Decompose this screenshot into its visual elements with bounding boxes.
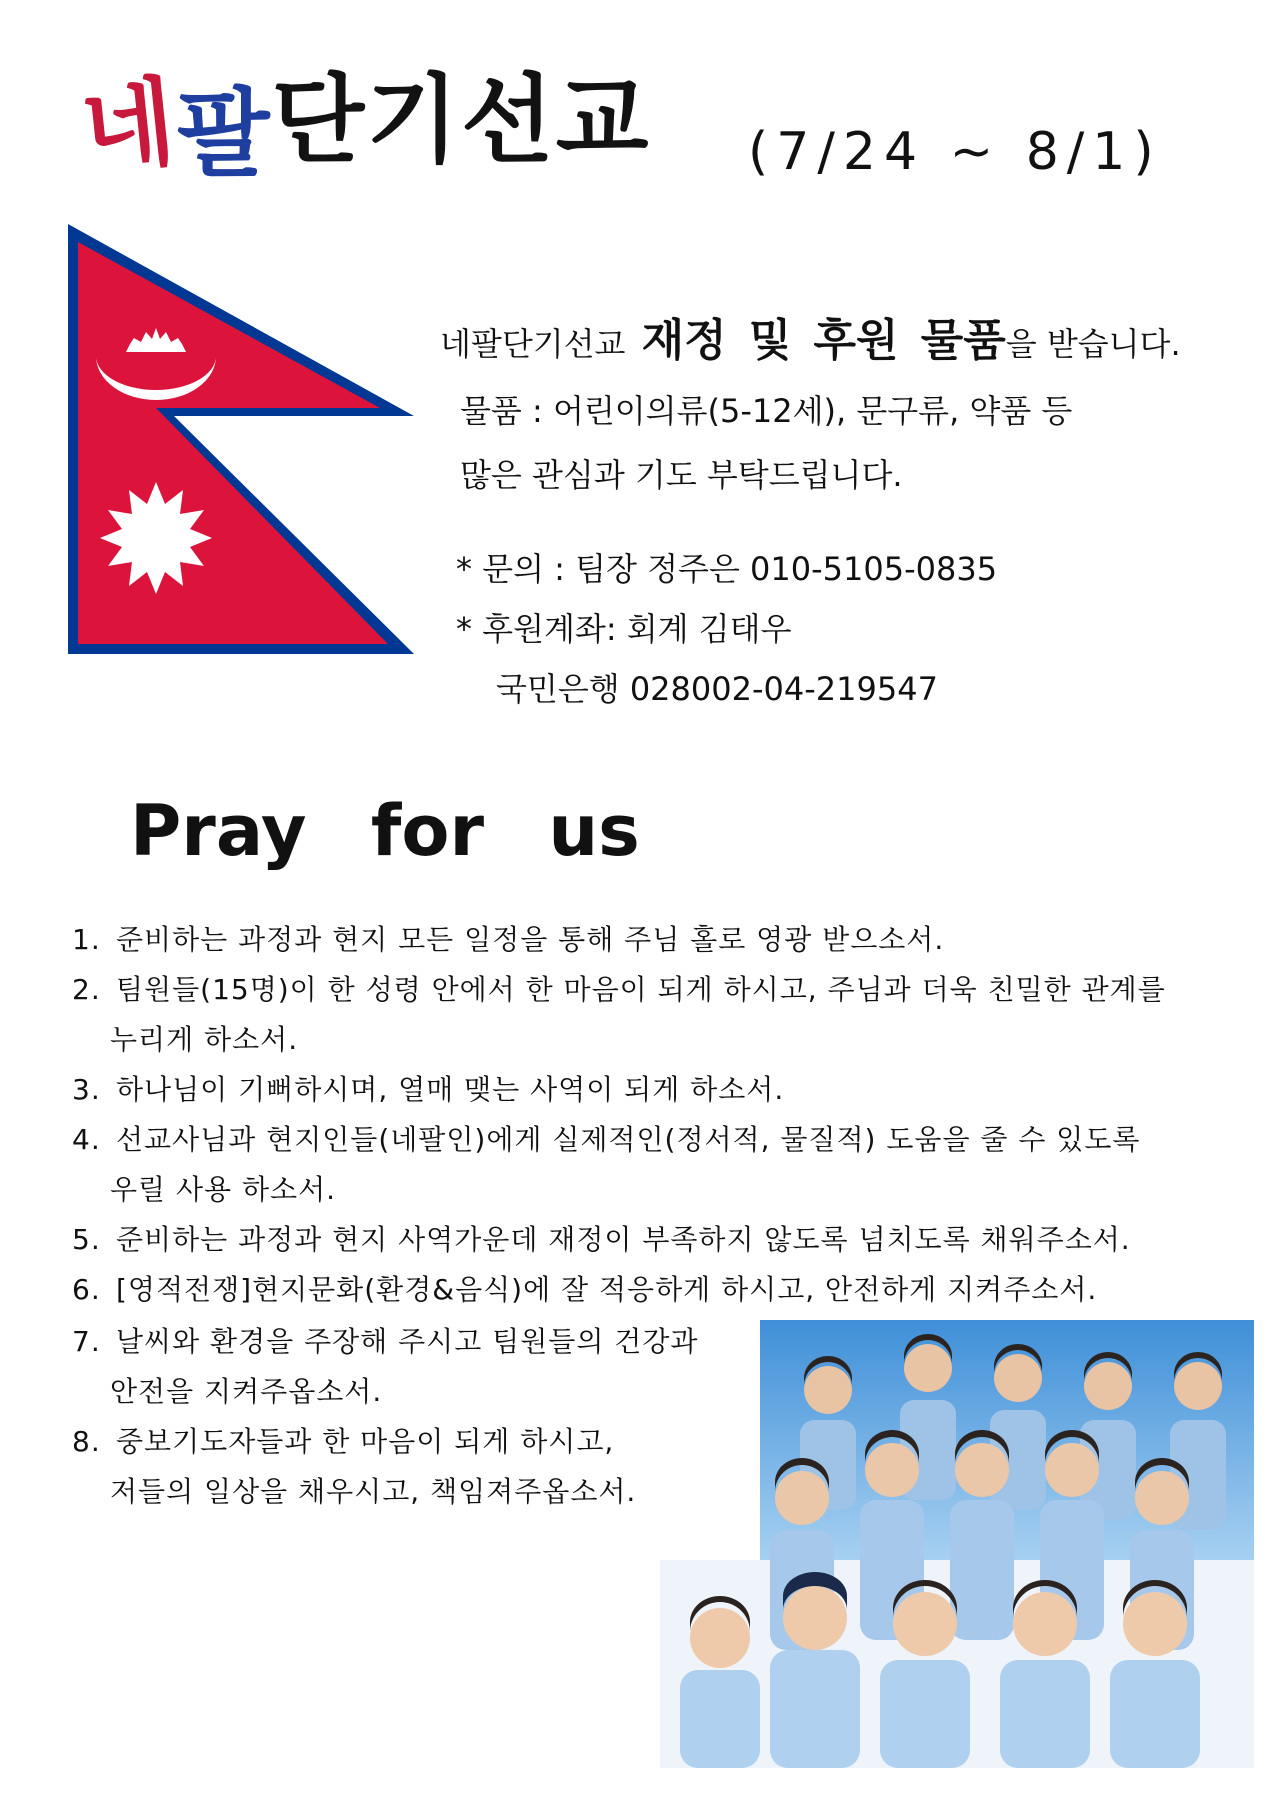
page-title	[76, 64, 651, 208]
mission-dates: (7/24 ~ 8/1)	[748, 122, 1162, 182]
notice-bold-and: 및	[748, 315, 792, 366]
notice-bold-finance: 재정	[641, 315, 727, 366]
prayer-item-5: 5. 준비하는 과정과 현지 사역가운데 재정이 부족하지 않도록 넘치도록 채워주소서.	[72, 1223, 1131, 1256]
prayer-item-8-cont: 저들의 일상을 채우시고, 책임져주옵소서.	[110, 1475, 637, 1508]
contact-info: * 문의 : 팀장 정주은 010-5105-0835	[456, 550, 998, 588]
donation-notice	[440, 304, 1181, 368]
title-part-ne: 네	[76, 65, 183, 187]
notice-suffix: 을 받습니다.	[1005, 325, 1181, 363]
donation-items: 물품 : 어린이의류(5-12세), 문구류, 약품 등	[460, 392, 1073, 430]
notice-bold-goods: 물품	[920, 315, 1006, 366]
title-part-pal: 팔	[176, 78, 272, 190]
prayer-item-8: 8. 중보기도자들과 한 마음이 되게 하시고,	[72, 1425, 615, 1458]
bank-account-number: 국민은행 028002-04-219547	[496, 670, 938, 708]
prayer-item-4-cont: 우릴 사용 하소서.	[110, 1173, 337, 1206]
nepal-flag-image	[68, 224, 420, 654]
prayer-request: 많은 관심과 기도 부탁드립니다.	[460, 456, 903, 494]
prayer-item-2-cont: 누리게 하소서.	[110, 1023, 299, 1056]
prayer-item-1: 1. 준비하는 과정과 현지 모든 일정을 통해 주님 홀로 영광 받으소서.	[72, 923, 945, 956]
prayer-item-4: 4. 선교사님과 현지인들(네팔인)에게 실제적인(정서적, 물질적) 도움을 줄 수 있도록	[72, 1123, 1141, 1156]
prayer-item-6: 6. [영적전쟁]현지문화(환경&음식)에 잘 적응하게 하시고, 안전하게 지켜주소서.	[72, 1273, 1098, 1306]
notice-prefix: 네팔단기선교	[440, 325, 626, 363]
prayer-item-3: 3. 하나님이 기뻐하시며, 열매 맺는 사역이 되게 하소서.	[72, 1073, 785, 1106]
donation-account: * 후원계좌: 회계 김태우	[456, 610, 792, 648]
prayer-item-2: 2. 팀원들(15명)이 한 성령 안에서 한 마음이 되게 하시고, 주님과 더욱 친밀한 관계를	[72, 973, 1166, 1006]
title-part-mission: 단기선교	[271, 64, 651, 176]
pray-heading: Pray for us	[130, 790, 640, 872]
team-photo	[660, 1320, 1254, 1768]
notice-bold-support: 후원	[813, 315, 899, 366]
prayer-item-7: 7. 날씨와 환경을 주장해 주시고 팀원들의 건강과	[72, 1325, 699, 1358]
prayer-item-7-cont: 안전을 지켜주옵소서.	[110, 1375, 383, 1408]
